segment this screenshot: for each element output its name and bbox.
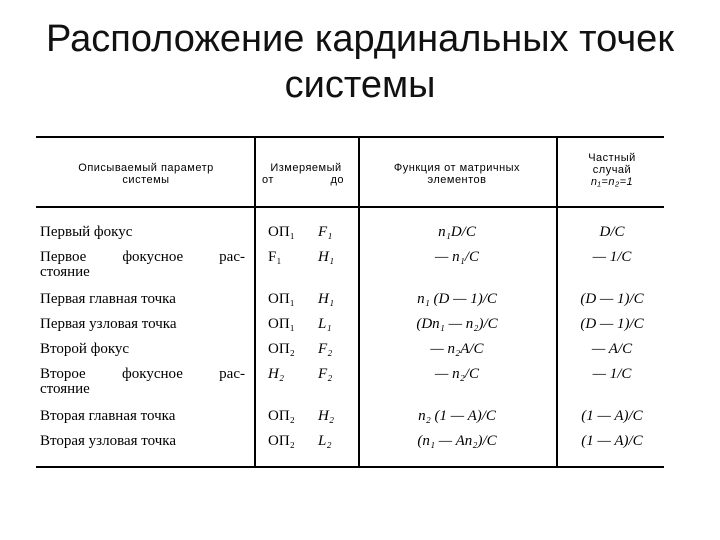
row-2-param-line-1: Первое фокусное рас- [40,249,245,265]
table-column-rule-1 [254,136,256,466]
header-special [560,152,664,188]
header-param [46,162,246,186]
header-measured-from: от [262,174,274,186]
header-param-line-1: Описываемый параметр [78,162,214,174]
row-1-param: Первый фокус [40,224,133,240]
row-7-param: Вторая главная точка [40,408,176,424]
slide-title [0,16,720,108]
row-8-to: L₂ [318,433,332,449]
row-7-to: H₂ [318,408,335,424]
header-special-line-1: Частный [588,152,636,164]
row-3-from: ОП₁ [268,291,295,307]
header-special-line-3: n₁=n₂=1 [590,176,634,188]
row-3-to: H₁ [318,291,335,307]
row-5-to: F₂ [318,341,333,357]
header-special-line-2: случай [592,164,632,176]
row-5-special: — A/C [591,341,633,357]
row-4-param: Первая узловая точка [40,316,177,332]
row-5-from: ОП₂ [268,341,295,357]
row-3-special: (D — 1)/C [580,291,644,307]
table-header-rule [36,206,664,208]
table-column-rule-2 [358,136,360,466]
row-2-param-line-2: стояние [40,264,90,280]
table-column-rule-3 [556,136,558,466]
row-6-param-line-2: стояние [40,381,90,397]
row-2-special: — 1/C [592,249,632,265]
row-1-special: D/C [599,224,625,240]
table-bottom-rule [36,466,664,468]
row-6-to: F₂ [318,366,333,382]
row-7-special: (1 — A)/C [581,408,643,424]
row-1-to: F₁ [318,224,333,240]
row-1-from: ОП₁ [268,224,295,240]
row-7-from: ОП₂ [268,408,295,424]
header-measured-line-1: Измеряемый [270,162,342,174]
slide-title-line-1: Расположение кардинальных точек [46,18,674,60]
row-3-function: n₁ (D — 1)/C [417,291,497,307]
row-6-from: H₂ [268,366,285,382]
row-6-function: — n₂/C [435,366,479,382]
row-4-function: (Dn₁ — n₂)/C [416,316,498,332]
header-function [362,162,552,186]
row-8-param: Вторая узловая точка [40,433,177,449]
row-8-special: (1 — A)/C [581,433,643,449]
row-7-function: n₂ (1 — A)/C [418,408,496,424]
row-5-param: Второй фокус [40,341,130,357]
row-2-function: — n₁/C [435,249,479,265]
row-2-from: F₁ [268,249,282,265]
header-param-line-2: системы [122,174,170,186]
slide-title-line-2: системы [284,64,436,106]
header-measured-to: до [330,174,344,186]
header-measured-from-to [258,174,354,186]
table-top-rule [36,136,664,138]
row-4-special: (D — 1)/C [580,316,644,332]
row-6-special: — 1/C [592,366,632,382]
row-4-from: ОП₁ [268,316,295,332]
header-measured [258,162,354,186]
row-6-param-line-1: Второе фокусное рас- [40,366,245,382]
header-function-line-2: элементов [427,174,487,186]
row-1-function: n₁D/C [438,224,476,240]
row-3-param: Первая главная точка [40,291,176,307]
row-8-function: (n₁ — An₂)/C [417,433,497,449]
row-2-to: H₁ [318,249,335,265]
row-4-to: L₁ [318,316,332,332]
row-8-from: ОП₂ [268,433,295,449]
row-5-function: — n₂A/C [430,341,484,357]
header-function-line-1: Функция от матричных [393,162,521,174]
